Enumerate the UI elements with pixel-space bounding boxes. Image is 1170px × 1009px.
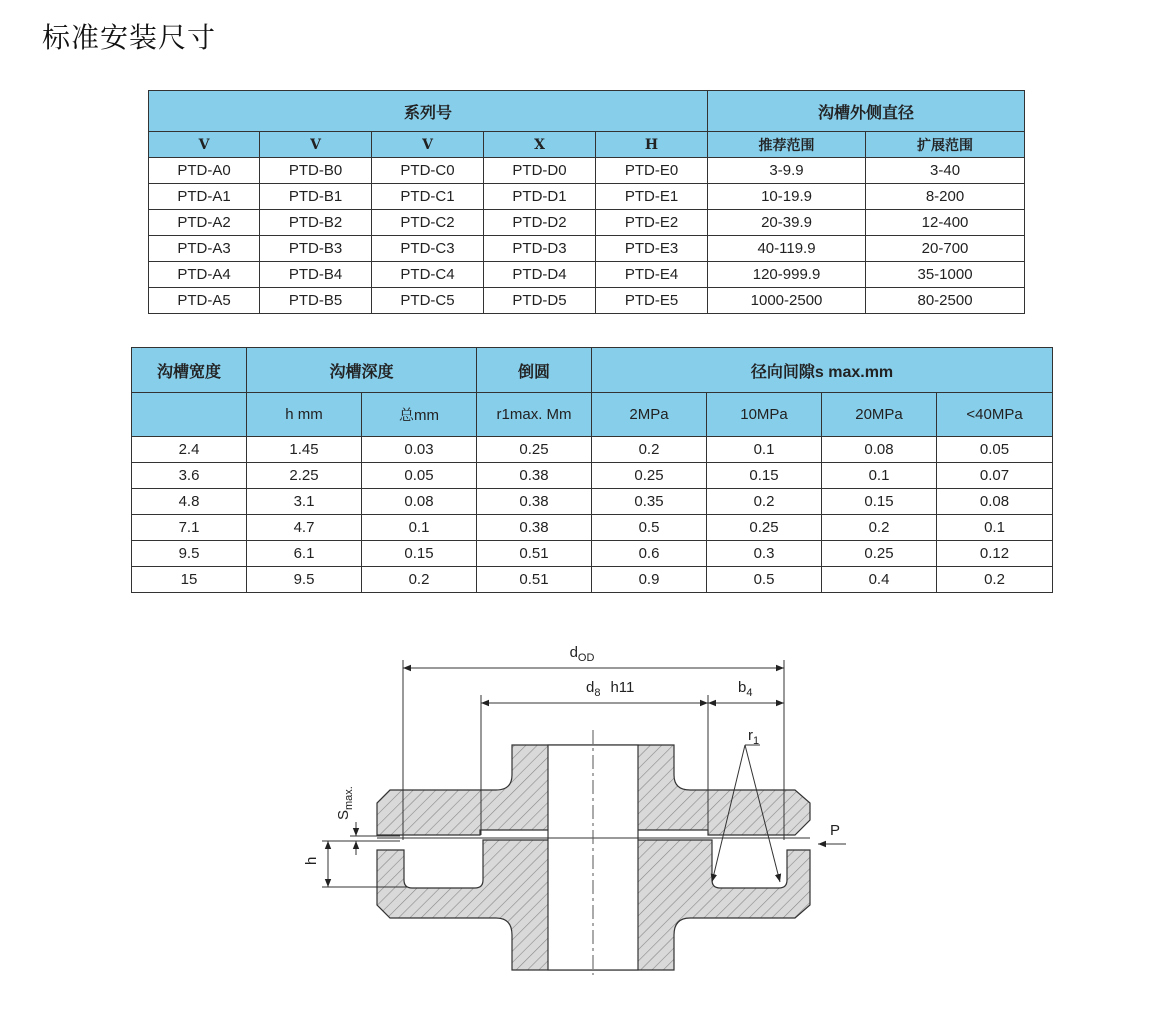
table-cell: 3.1 [247, 489, 362, 515]
table-cell: 7.1 [132, 515, 247, 541]
col-header: 扩展范围 [866, 132, 1025, 158]
table-cell: PTD-A5 [149, 288, 260, 314]
table-cell: PTD-C0 [372, 158, 484, 184]
col-header: V [260, 132, 372, 158]
table-cell: 1000-2500 [708, 288, 866, 314]
table-cell: PTD-B0 [260, 158, 372, 184]
col-header: 20MPa [822, 393, 937, 437]
r1-label: $r_1$ [748, 727, 760, 747]
col-header: 推荐范围 [708, 132, 866, 158]
table-cell: 0.05 [937, 437, 1053, 463]
table-cell: PTD-D1 [484, 184, 596, 210]
table-row [132, 567, 1053, 593]
table-cell: PTD-E4 [596, 262, 708, 288]
col-header: X [484, 132, 596, 158]
table-cell: 0.15 [362, 541, 477, 567]
table-cell: 4.8 [132, 489, 247, 515]
table-cell: 35-1000 [866, 262, 1025, 288]
table-cell: PTD-A1 [149, 184, 260, 210]
table-cell: 0.2 [362, 567, 477, 593]
table-cell: PTD-C4 [372, 262, 484, 288]
table-cell: 0.2 [592, 437, 707, 463]
col-header: <40MPa [937, 393, 1053, 437]
table-row [149, 262, 1025, 288]
table-cell: 3.6 [132, 463, 247, 489]
page-title: 标准安装尺寸 [42, 21, 217, 54]
table-cell: 0.35 [592, 489, 707, 515]
table-cell: 40-119.9 [708, 236, 866, 262]
table-cell: PTD-B3 [260, 236, 372, 262]
table-cell: PTD-B5 [260, 288, 372, 314]
table-cell: PTD-D2 [484, 210, 596, 236]
table-cell: PTD-A4 [149, 262, 260, 288]
table-cell: 0.1 [937, 515, 1053, 541]
table-cell: 0.38 [477, 489, 592, 515]
table-cell: 0.51 [477, 541, 592, 567]
table-cell: 0.5 [592, 515, 707, 541]
table-cell: PTD-C3 [372, 236, 484, 262]
table-cell: 0.9 [592, 567, 707, 593]
h-label: h [303, 856, 320, 865]
table-row [149, 236, 1025, 262]
col-header: 总mm [362, 393, 477, 437]
table-row [149, 184, 1025, 210]
table-cell: 0.38 [477, 515, 592, 541]
table-cell: 0.15 [707, 463, 822, 489]
dod-label: $d_{OD}$ [569, 644, 595, 664]
table-cell: PTD-E2 [596, 210, 708, 236]
col-header: r1max. Mm [477, 393, 592, 437]
table-cell: 2.4 [132, 437, 247, 463]
groove-depth-header: 沟槽深度 [247, 348, 477, 393]
table-cell: 0.15 [822, 489, 937, 515]
table-cell: PTD-E5 [596, 288, 708, 314]
table-cell: 0.1 [362, 515, 477, 541]
table-cell: 80-2500 [866, 288, 1025, 314]
table-row [132, 463, 1053, 489]
table-cell: PTD-D0 [484, 158, 596, 184]
table-cell: 3-40 [866, 158, 1025, 184]
col-header: 2MPa [592, 393, 707, 437]
table-cell: PTD-C1 [372, 184, 484, 210]
table-cell: 8-200 [866, 184, 1025, 210]
table-row [149, 158, 1025, 184]
table-cell: 0.25 [707, 515, 822, 541]
table-cell: PTD-E0 [596, 158, 708, 184]
fillet-header: 倒圆 [477, 348, 592, 393]
groove-dimension-table [131, 347, 1053, 593]
table-cell: PTD-A3 [149, 236, 260, 262]
table-cell: 0.1 [707, 437, 822, 463]
table-cell: 0.05 [362, 463, 477, 489]
table-cell: 6.1 [247, 541, 362, 567]
table-cell: 4.7 [247, 515, 362, 541]
table-cell: PTD-B4 [260, 262, 372, 288]
table-cell: 9.5 [247, 567, 362, 593]
table-cell: 0.25 [822, 541, 937, 567]
series-header: 系列号 [149, 91, 708, 132]
table-cell: 20-39.9 [708, 210, 866, 236]
table-cell: PTD-A0 [149, 158, 260, 184]
table-cell: 3-9.9 [708, 158, 866, 184]
table-cell: PTD-B2 [260, 210, 372, 236]
table-cell: 0.08 [362, 489, 477, 515]
table-cell: PTD-D4 [484, 262, 596, 288]
col-header: V [372, 132, 484, 158]
table-cell: 0.4 [822, 567, 937, 593]
col-header: V [149, 132, 260, 158]
table-row [132, 489, 1053, 515]
table-cell: 0.25 [592, 463, 707, 489]
table-row [132, 437, 1053, 463]
smax-label: $S_{max.}$ [335, 786, 355, 820]
groove-width-header: 沟槽宽度 [132, 348, 247, 393]
col-header: H [596, 132, 708, 158]
table-row [132, 541, 1053, 567]
table-cell: PTD-E3 [596, 236, 708, 262]
table-row [149, 210, 1025, 236]
table-cell: 1.45 [247, 437, 362, 463]
groove-diameter-header: 沟槽外侧直径 [708, 91, 1025, 132]
table-cell: PTD-C2 [372, 210, 484, 236]
table-cell: 9.5 [132, 541, 247, 567]
table-cell: 0.03 [362, 437, 477, 463]
table-cell: PTD-D3 [484, 236, 596, 262]
table-cell: PTD-C5 [372, 288, 484, 314]
table-cell: 0.08 [822, 437, 937, 463]
table-cell: 0.6 [592, 541, 707, 567]
b4-label: $b_4$ [738, 679, 753, 699]
col-header: h mm [247, 393, 362, 437]
table-cell: 0.25 [477, 437, 592, 463]
table-cell: 0.07 [937, 463, 1053, 489]
table-cell: PTD-D5 [484, 288, 596, 314]
table-cell: PTD-B1 [260, 184, 372, 210]
series-table [148, 90, 1025, 314]
table-row [149, 288, 1025, 314]
table-row [132, 515, 1053, 541]
col-header: 10MPa [707, 393, 822, 437]
table-cell: 120-999.9 [708, 262, 866, 288]
col-header [132, 393, 247, 437]
p-label: P [830, 822, 841, 839]
table-cell: 0.2 [707, 489, 822, 515]
installation-diagram [290, 630, 870, 990]
table-cell: 0.38 [477, 463, 592, 489]
table-cell: PTD-E1 [596, 184, 708, 210]
table-cell: PTD-A2 [149, 210, 260, 236]
table-cell: 0.2 [937, 567, 1053, 593]
table-cell: 0.5 [707, 567, 822, 593]
table-cell: 0.51 [477, 567, 592, 593]
table-cell: 0.2 [822, 515, 937, 541]
table-cell: 10-19.9 [708, 184, 866, 210]
table-cell: 0.3 [707, 541, 822, 567]
d8-label: $d_8$ h11 [586, 679, 635, 699]
table-cell: 20-700 [866, 236, 1025, 262]
table-cell: 15 [132, 567, 247, 593]
table-cell: 0.1 [822, 463, 937, 489]
table-cell: 12-400 [866, 210, 1025, 236]
table-cell: 0.08 [937, 489, 1053, 515]
radial-clearance-header: 径向间隙s max.mm [592, 348, 1053, 393]
table-cell: 0.12 [937, 541, 1053, 567]
table-cell: 2.25 [247, 463, 362, 489]
